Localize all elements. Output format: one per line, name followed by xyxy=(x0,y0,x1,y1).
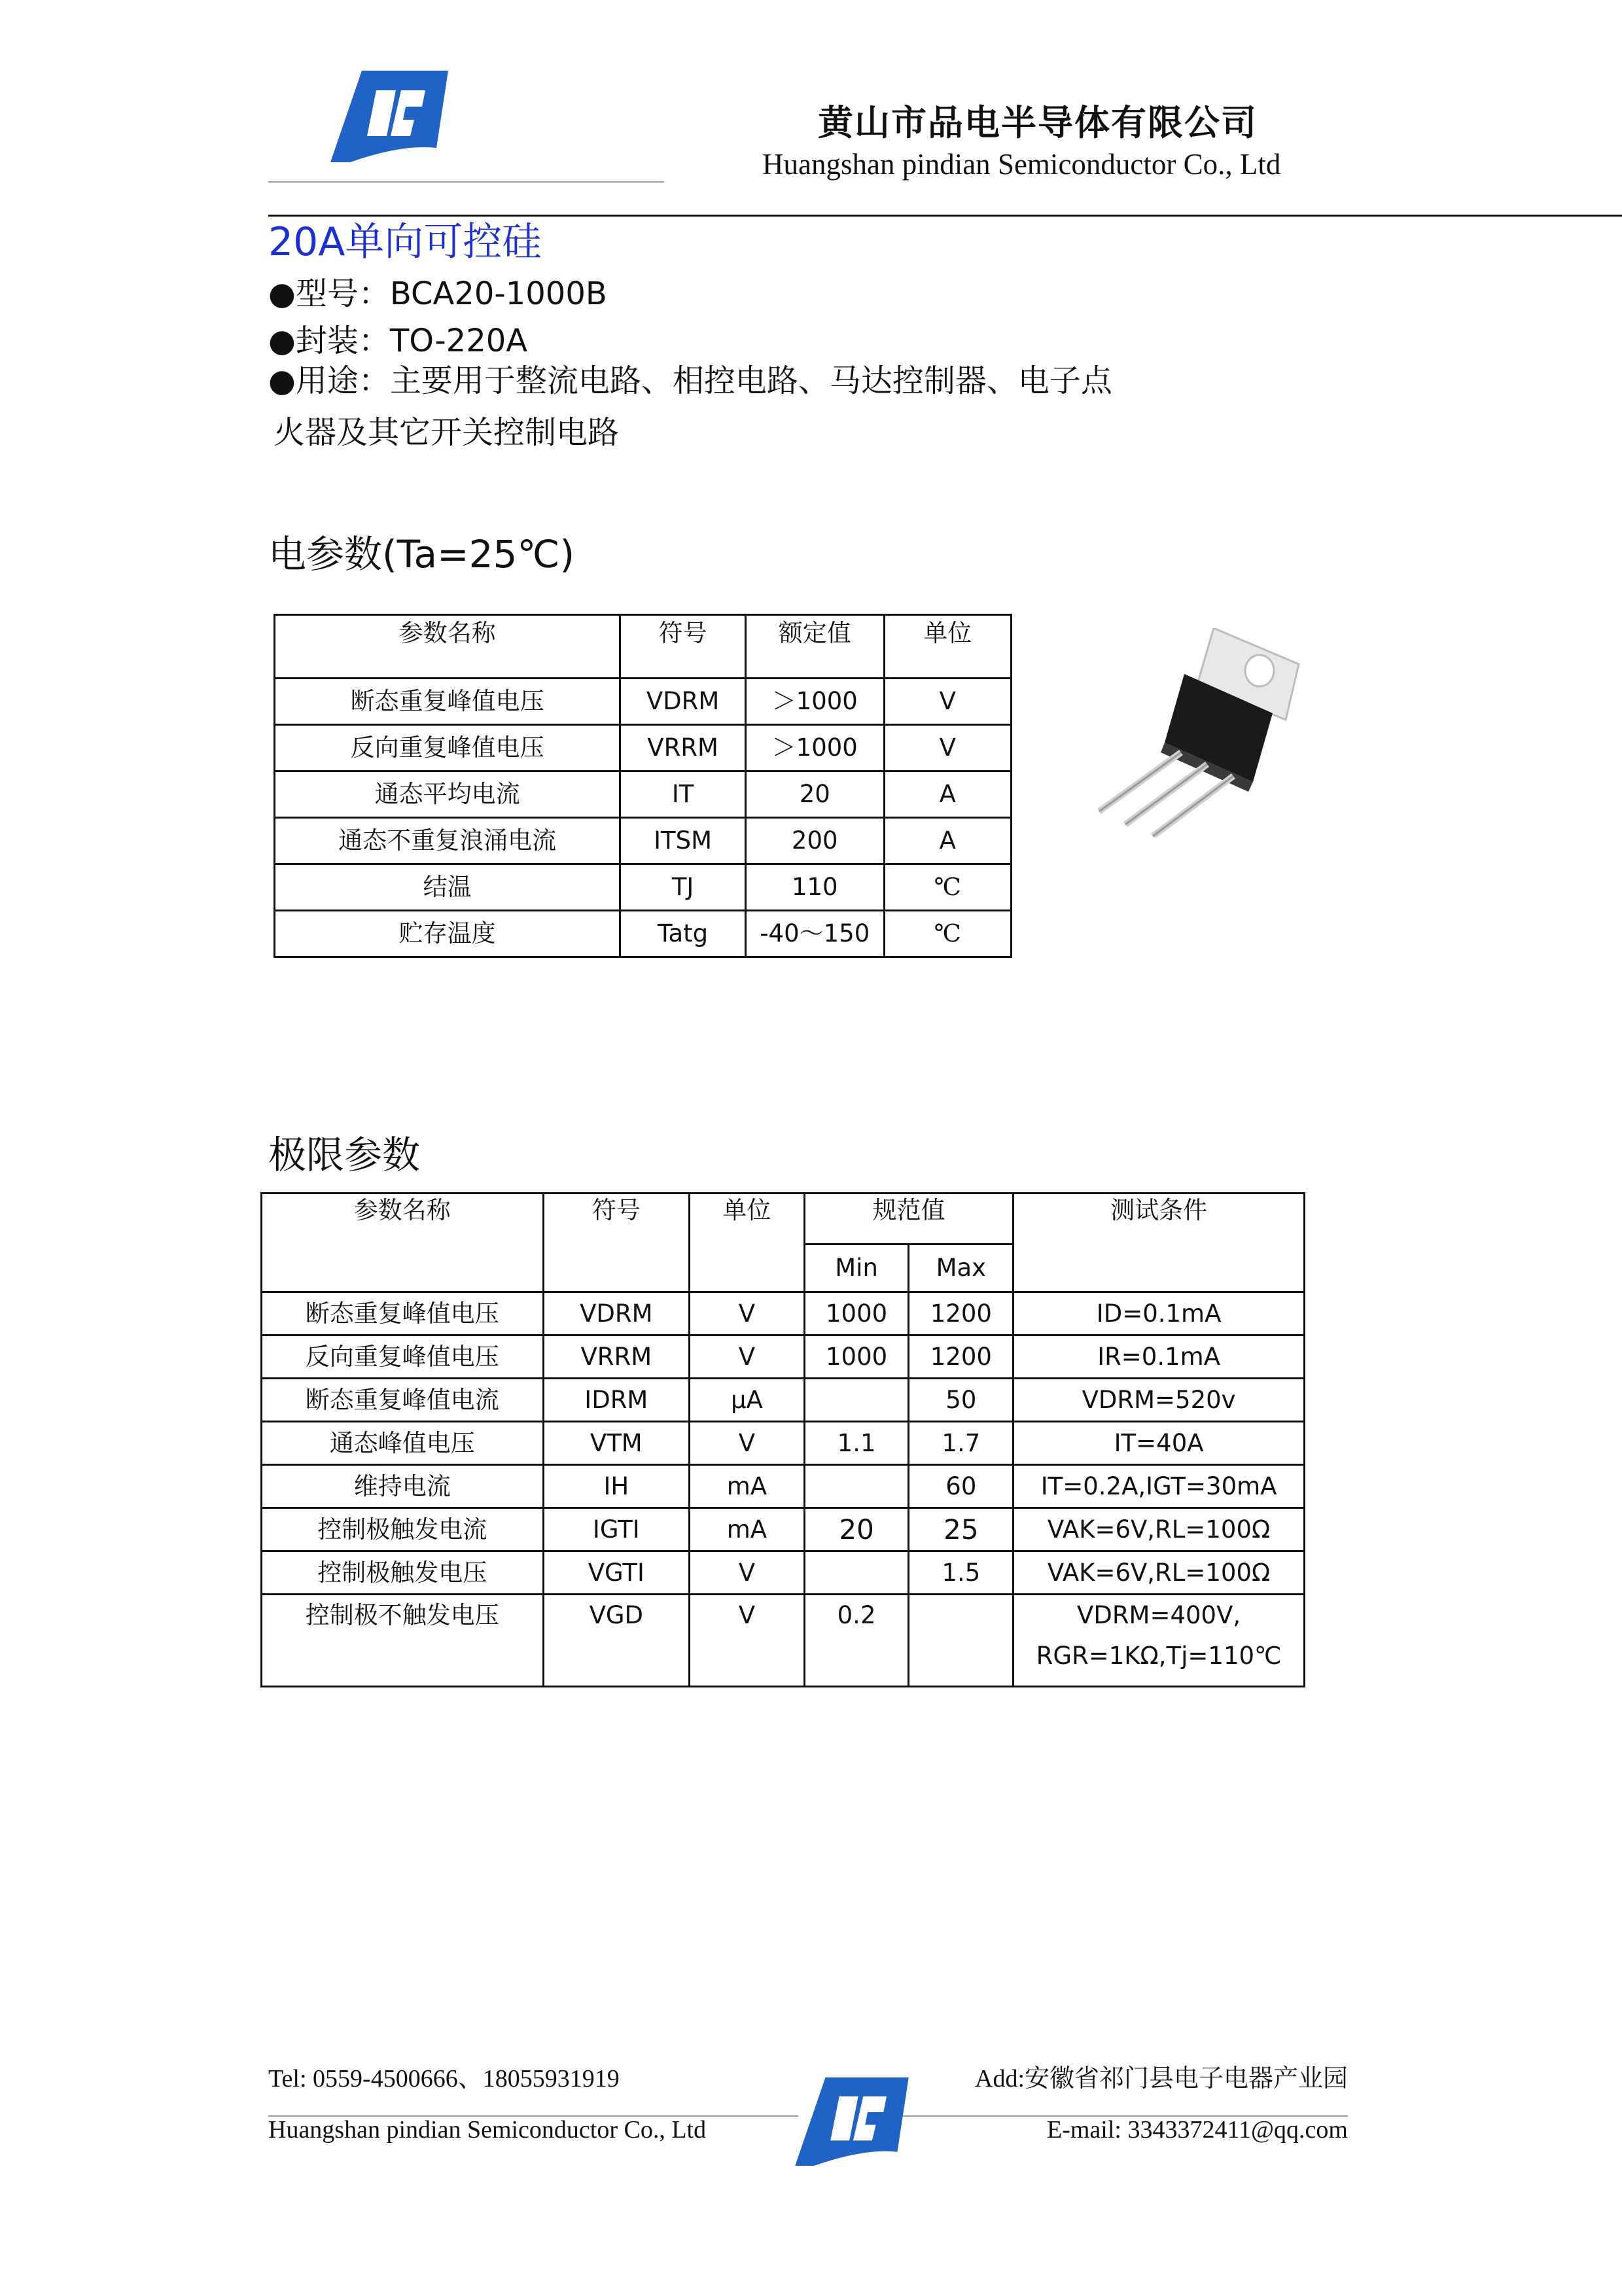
model-value: BCA20-1000B xyxy=(389,275,607,312)
header-cell: 单位 xyxy=(884,615,1011,679)
header-cell: Max xyxy=(909,1245,1014,1292)
table-cell: V xyxy=(884,679,1011,725)
table-cell: VRRM xyxy=(543,1335,690,1379)
table-cell: VGTI xyxy=(543,1551,690,1595)
table-cell: 断态重复峰值电流 xyxy=(262,1379,544,1422)
table-row xyxy=(262,1595,1305,1687)
table-cell: IH xyxy=(543,1465,690,1508)
condition-line-1: VDRM=400V, xyxy=(1077,1601,1241,1629)
company-name-en: Huangshan pindian Semiconductor Co., Ltd xyxy=(762,148,1281,181)
table-cell: 60 xyxy=(909,1465,1014,1508)
table-cell: TJ xyxy=(620,864,746,911)
table-cell: 50 xyxy=(909,1379,1014,1422)
table-cell: A xyxy=(884,818,1011,864)
table-cell: 控制极不触发电压 xyxy=(262,1595,544,1687)
header-cell: Min xyxy=(804,1245,909,1292)
table-cell: V xyxy=(690,1335,805,1379)
table-row xyxy=(275,818,1012,864)
table-cell: μA xyxy=(690,1379,805,1422)
table-cell: mA xyxy=(690,1508,805,1551)
table-cell: IT=40A xyxy=(1014,1422,1305,1465)
table-cell: V xyxy=(690,1292,805,1335)
table-row xyxy=(262,1292,1305,1335)
table-cell: V xyxy=(884,725,1011,771)
table-row xyxy=(275,864,1012,911)
table-cell: 1.1 xyxy=(804,1422,909,1465)
table-cell: 20 xyxy=(804,1508,909,1551)
table-cell: VRRM xyxy=(620,725,746,771)
table-row xyxy=(262,1465,1305,1508)
elec-params-title: 电参数(Ta=25℃) xyxy=(268,532,575,576)
table-cell: VAK=6V,RL=100Ω xyxy=(1014,1508,1305,1551)
table-cell: Tatg xyxy=(620,911,746,957)
header-cell: 规范值 xyxy=(804,1193,1014,1245)
table-cell: IR=0.1mA xyxy=(1014,1335,1305,1379)
product-title: 20A单向可控硅 xyxy=(268,219,542,265)
table-cell: V xyxy=(690,1422,805,1465)
header-cell: 额定值 xyxy=(745,615,884,679)
table-cell: 断态重复峰值电压 xyxy=(262,1292,544,1335)
table-cell: 1000 xyxy=(804,1335,909,1379)
table-cell: ＞1000 xyxy=(745,725,884,771)
header-cell: 参数名称 xyxy=(262,1193,544,1292)
table-cell: 0.2 xyxy=(804,1595,909,1687)
elec-params-table xyxy=(273,614,1012,958)
company-logo-footer xyxy=(793,2077,911,2166)
table-cell: ＞1000 xyxy=(745,679,884,725)
table-cell: 1000 xyxy=(804,1292,909,1335)
table-cell: VTM xyxy=(543,1422,690,1465)
package-value: TO-220A xyxy=(389,323,528,359)
table-cell: VGD xyxy=(543,1595,690,1687)
table-cell: 1.5 xyxy=(909,1551,1014,1595)
table-row xyxy=(275,911,1012,957)
footer-company: Huangshan pindian Semiconductor Co., Ltd xyxy=(268,2116,707,2144)
table-cell: 通态峰值电压 xyxy=(262,1422,544,1465)
header-cell: 参数名称 xyxy=(275,615,620,679)
table-row xyxy=(275,725,1012,771)
table-row xyxy=(262,1422,1305,1465)
table-cell: -40～150 xyxy=(745,911,884,957)
table-cell: 通态平均电流 xyxy=(275,771,620,818)
table-cell: 控制极触发电压 xyxy=(262,1551,544,1595)
table-cell: A xyxy=(884,771,1011,818)
table-cell: ID=0.1mA xyxy=(1014,1292,1305,1335)
table-cell xyxy=(804,1465,909,1508)
table-cell: 通态不重复浪涌电流 xyxy=(275,818,620,864)
header-rule-left xyxy=(268,181,664,183)
table-row xyxy=(262,1335,1305,1379)
table-cell: mA xyxy=(690,1465,805,1508)
table-cell: 110 xyxy=(745,864,884,911)
header-cell: 单位 xyxy=(690,1193,805,1292)
table-cell: ITSM xyxy=(620,818,746,864)
condition-line-2: RGR=1KΩ,Tj=110℃ xyxy=(1036,1642,1282,1670)
table-cell xyxy=(909,1595,1014,1687)
table-cell: IDRM xyxy=(543,1379,690,1422)
table-cell xyxy=(804,1551,909,1595)
table-cell: 1200 xyxy=(909,1292,1014,1335)
table-cell: ℃ xyxy=(884,864,1011,911)
footer-email: E-mail: 3343372411@qq.com xyxy=(1047,2116,1348,2144)
usage-line-2: 火器及其它开关控制电路 xyxy=(273,414,620,451)
table-cell: V xyxy=(690,1551,805,1595)
table-cell: 25 xyxy=(909,1508,1014,1551)
table-cell: IT=0.2A,IGT=30mA xyxy=(1014,1465,1305,1508)
table-cell: IT xyxy=(620,771,746,818)
header-cell: 符号 xyxy=(620,615,746,679)
table-cell: VDRM=520v xyxy=(1014,1379,1305,1422)
table-row xyxy=(262,1551,1305,1595)
package-label: ●封装： xyxy=(268,323,390,359)
table-header-row xyxy=(262,1193,1305,1245)
footer-address: Add:安徽省祁门县电子电器产业园 xyxy=(975,2065,1349,2093)
table-cell: 反向重复峰值电压 xyxy=(262,1335,544,1379)
table-cell: 1.7 xyxy=(909,1422,1014,1465)
model-label: ●型号： xyxy=(268,275,390,312)
table-row xyxy=(262,1379,1305,1422)
table-cell: IGTI xyxy=(543,1508,690,1551)
table-cell: 断态重复峰值电压 xyxy=(275,679,620,725)
table-row xyxy=(275,679,1012,725)
table-cell: VDRM xyxy=(620,679,746,725)
table-cell: VAK=6V,RL=100Ω xyxy=(1014,1551,1305,1595)
company-name-cn: 黄山市品电半导体有限公司 xyxy=(818,102,1258,143)
footer-tel: Tel: 0559-4500666、18055931919 xyxy=(268,2065,620,2093)
limit-params-title: 极限参数 xyxy=(268,1133,421,1177)
header-cell: 符号 xyxy=(543,1193,690,1292)
table-cell: 1200 xyxy=(909,1335,1014,1379)
table-cell: 200 xyxy=(745,818,884,864)
header-cell: 测试条件 xyxy=(1014,1193,1305,1292)
limit-params-table xyxy=(260,1192,1305,1687)
company-logo xyxy=(330,71,448,162)
to220-package-image xyxy=(1073,628,1309,838)
model-line xyxy=(268,268,607,313)
table-cell: ℃ xyxy=(884,911,1011,957)
table-cell xyxy=(1014,1595,1305,1687)
table-cell: 20 xyxy=(745,771,884,818)
table-cell: V xyxy=(690,1595,805,1687)
table-header-row xyxy=(275,615,1012,679)
table-cell: 结温 xyxy=(275,864,620,911)
table-cell: 维持电流 xyxy=(262,1465,544,1508)
table-cell: VDRM xyxy=(543,1292,690,1335)
table-cell xyxy=(804,1379,909,1422)
table-row xyxy=(275,771,1012,818)
table-cell: 控制极触发电流 xyxy=(262,1508,544,1551)
package-line xyxy=(268,315,527,361)
table-row xyxy=(262,1508,1305,1551)
table-cell: 贮存温度 xyxy=(275,911,620,957)
usage-line-1: ●用途：主要用于整流电路、相控电路、马达控制器、电子点 xyxy=(268,362,1112,399)
table-cell: 反向重复峰值电压 xyxy=(275,725,620,771)
